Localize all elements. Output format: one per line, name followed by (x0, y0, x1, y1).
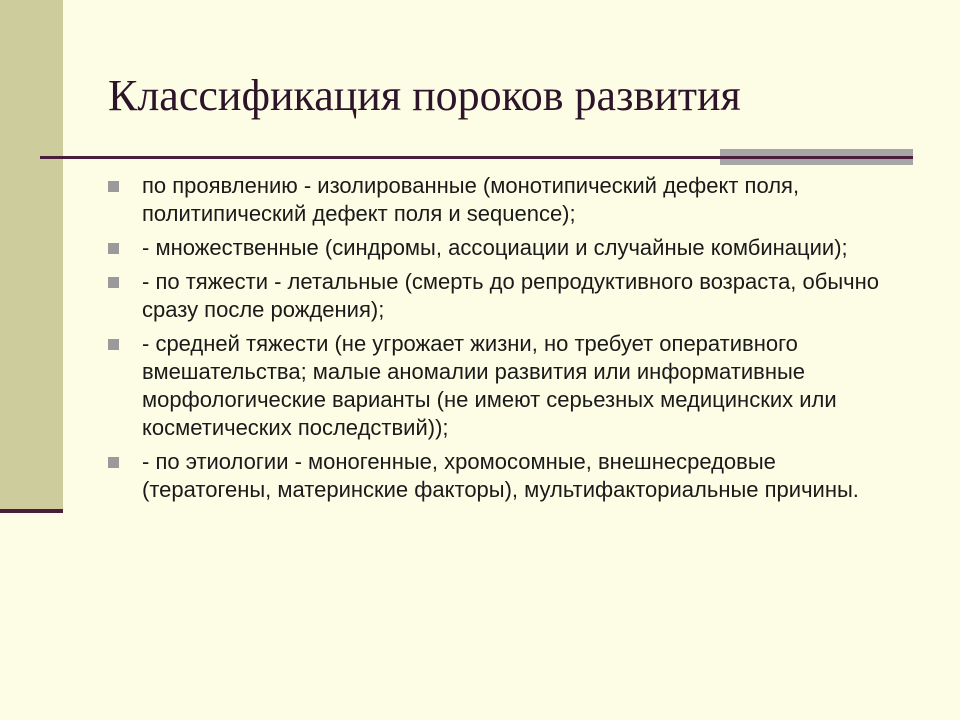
square-bullet-icon (108, 457, 119, 468)
bullet-item (108, 448, 908, 504)
square-bullet-icon (108, 243, 119, 254)
side-band (0, 0, 63, 511)
side-band-divider (0, 509, 63, 513)
bullet-text: - средней тяжести (не угрожает жизни, но требует оперативного вмешательства; малые аномалии развития или информативные морфологические варианты (не имеют серьезных медицинских или косметических последствий)); (142, 331, 837, 440)
bullet-text: - множественные (синдромы, ассоциации и случайные комбинации); (142, 235, 848, 260)
square-bullet-icon (108, 277, 119, 288)
title-accent-line (720, 156, 913, 159)
bullet-text: - по тяжести - летальные (смерть до репродуктивного возраста, обычно сразу после рождения); (142, 269, 880, 322)
square-bullet-icon (108, 339, 119, 350)
bullet-list (108, 172, 908, 510)
bullet-item (108, 234, 908, 262)
bullet-item (108, 268, 908, 324)
bullet-item (108, 330, 908, 442)
square-bullet-icon (108, 181, 119, 192)
slide-title: Классификация пороков развития (108, 71, 741, 120)
bullet-text: по проявлению - изолированные (монотипический дефект поля, политипический дефект поля и sequence); (142, 173, 800, 226)
bullet-item (108, 172, 908, 228)
bullet-text: - по этиологии - моногенные, хромосомные, внешнесредовые (тератогены, материнские факторы), мультифакториальные причины. (142, 449, 859, 502)
